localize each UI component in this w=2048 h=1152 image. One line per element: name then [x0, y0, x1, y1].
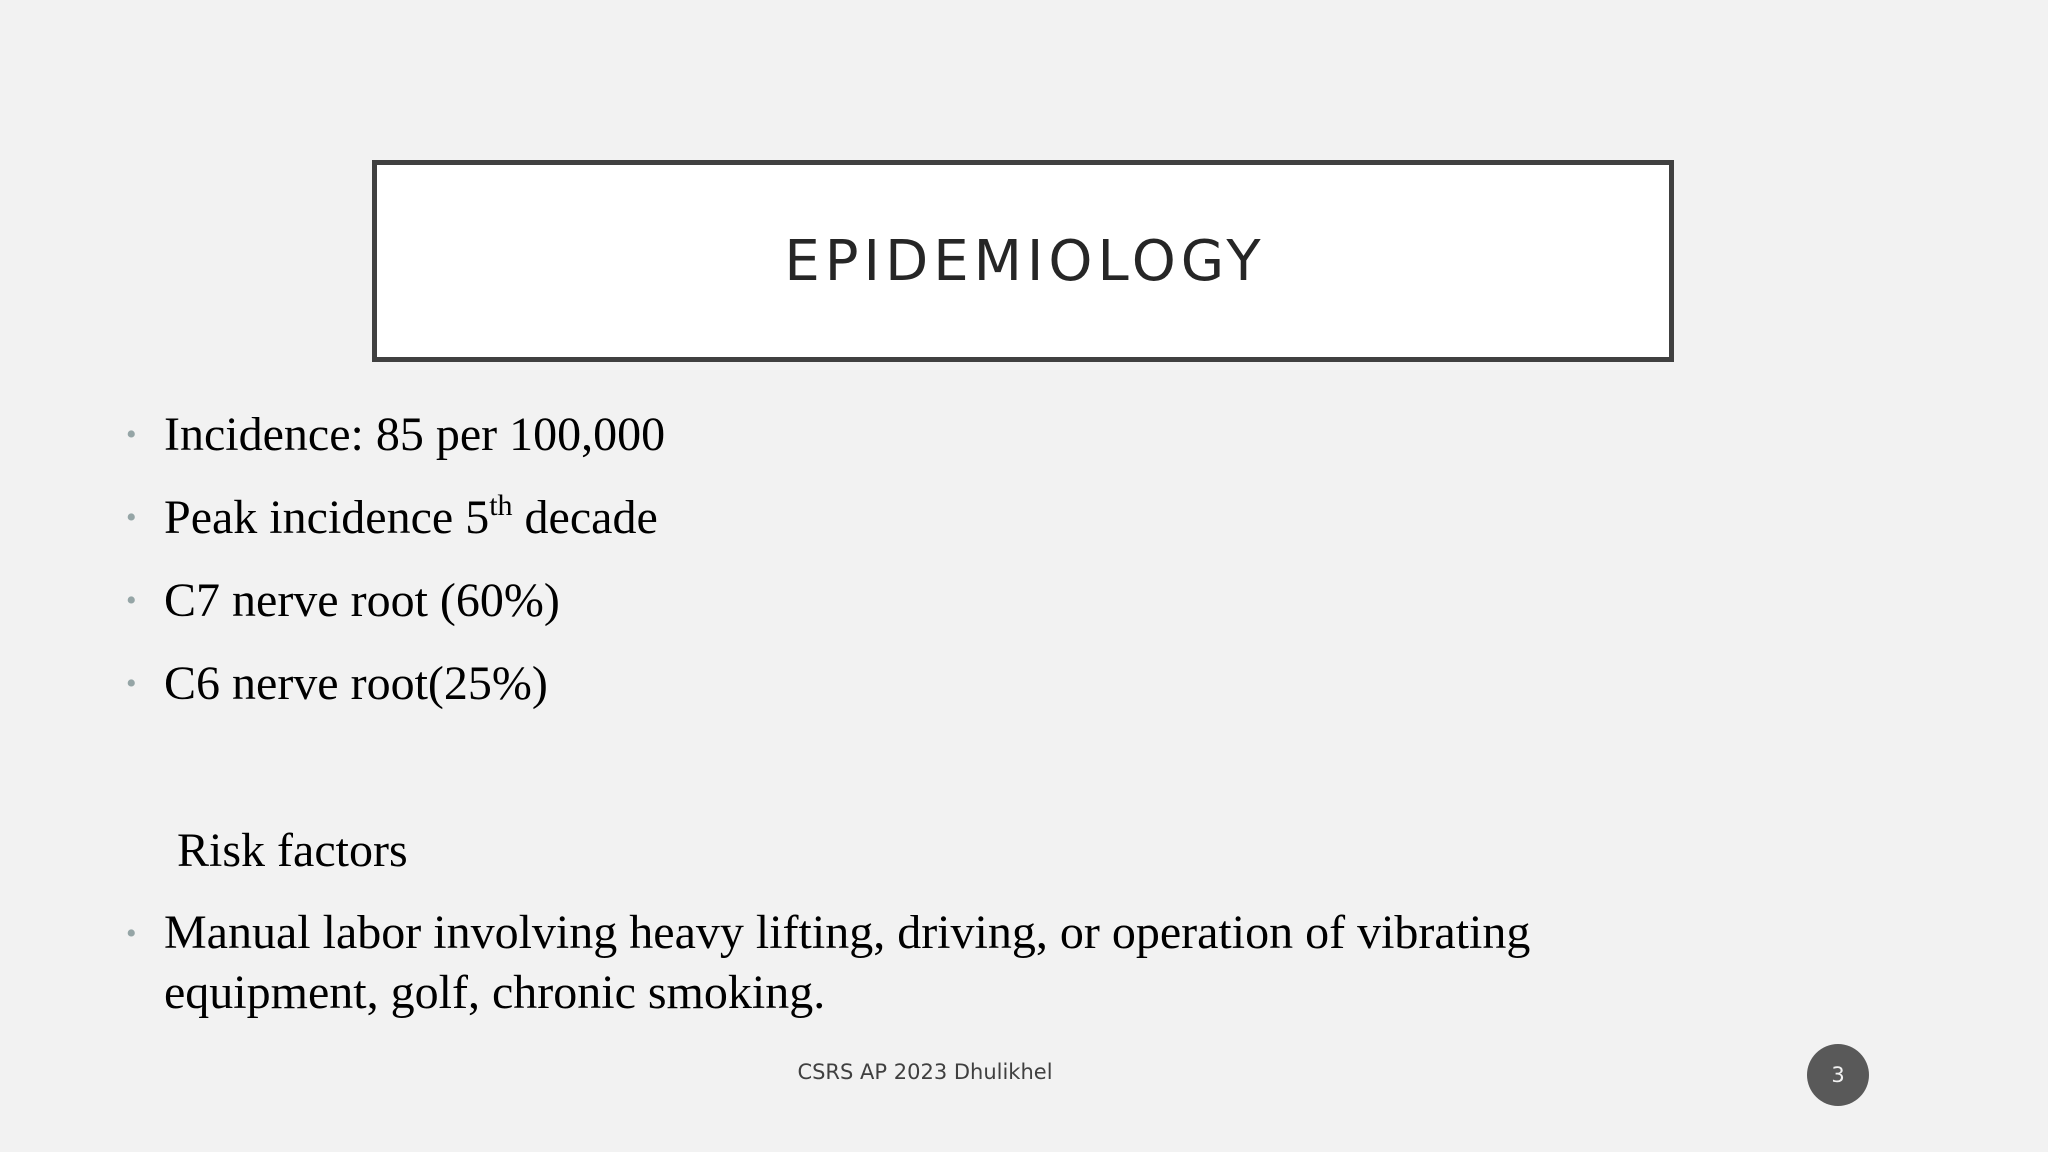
bullet-dot-icon: • — [126, 501, 137, 534]
bullet-superscript: th — [489, 489, 513, 522]
bullet-text: C7 nerve root (60%) — [164, 574, 560, 627]
bullet-text-main: Peak incidence 5 — [164, 491, 490, 544]
bullet-text — [164, 487, 1684, 549]
slide-title: EPIDEMIOLOGY — [784, 228, 1266, 294]
page-number: 3 — [1831, 1063, 1845, 1087]
risk-factors-heading: Risk factors — [177, 824, 408, 877]
slide-footer: CSRS AP 2023 Dhulikhel — [797, 1060, 1053, 1084]
bullet-text: C6 nerve root(25%) — [164, 657, 548, 710]
bullet-dot-icon: • — [126, 584, 137, 617]
bullet-text-tail: decade — [512, 491, 658, 544]
bullet-dot-icon: • — [126, 667, 137, 700]
bullet-dot-icon: • — [126, 418, 137, 451]
bullet-dot-icon: • — [126, 917, 137, 950]
page-number-badge — [1807, 1044, 1869, 1106]
bullet-text: Incidence: 85 per 100,000 — [164, 408, 666, 461]
bullet-text: Manual labor involving heavy lifting, driving, or operation of vibrating equipment, golf, chronic smoking. — [164, 906, 1531, 1019]
